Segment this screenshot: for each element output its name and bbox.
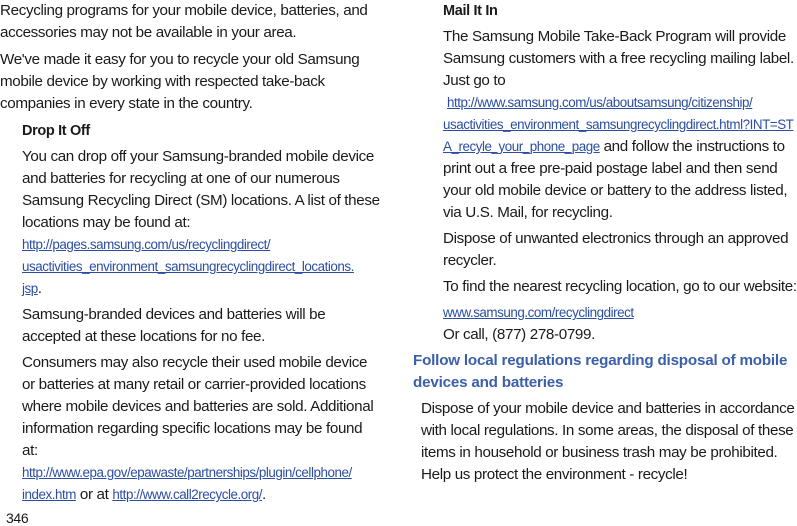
intro-take-back: We've made it easy for you to recycle your old Samsung mobile device by working with respected take-back companies in every state in the country. — [0, 51, 360, 112]
local-regulations-heading: Follow local regulations regarding disposal of mobile devices and batteries — [413, 352, 788, 391]
approved-recycler-text: Dispose of unwanted electronics through an approved recycler. — [443, 230, 789, 269]
recycling-direct-link-line3[interactable]: jsp — [22, 281, 38, 296]
intro-availability: Recycling programs for your mobile device, batteries, and accessories may not be available in your area. — [0, 2, 368, 41]
recycling-direct-link-line2[interactable]: usactivities_environment_samsungrecyclingdirect_locations. — [22, 259, 354, 274]
left-column — [0, 0, 380, 510]
right-column — [413, 0, 797, 486]
nearest-location-text: To find the nearest recycling location, go to our website: — [443, 278, 797, 295]
epa-link-line1[interactable]: http://www.epa.gov/epawaste/partnerships/plugin/cellphone/ — [22, 465, 352, 480]
call2recycle-link[interactable]: http://www.call2recycle.org/ — [112, 487, 263, 502]
drop-it-off-text: You can drop off your Samsung-branded mobile device and batteries for recycling at one of our numerous Samsung Recycling Direct (SM) locations. A list of these locations may be found at: — [22, 148, 380, 231]
mail-it-in-body — [413, 26, 797, 224]
mail-it-in-text: The Samsung Mobile Take-Back Program will provide Samsung customers with a free recycling mailing label. Just go to — [443, 28, 794, 89]
mail-instructions-text: and follow the instructions to print out a free pre-paid postage label and then send your old mobile device or battery to the address listed, via U.S. Mail, for recycling. — [443, 138, 788, 221]
mail-it-in-heading: Mail It In — [443, 3, 498, 19]
drop-it-off-heading: Drop It Off — [22, 123, 90, 139]
page-number: 346 — [6, 510, 29, 526]
take-back-link-line2[interactable]: usactivities_environment_samsungrecyclingdirect.html?INT=ST — [443, 117, 794, 132]
no-fee-text: Samsung-branded devices and batteries will be accepted at these locations for no fee. — [22, 306, 326, 345]
retail-locations-paragraph — [0, 352, 380, 506]
take-back-link-line3[interactable]: A_recyle_your_phone_page — [443, 139, 600, 154]
period: . — [37, 280, 42, 297]
recyclingdirect-website-link[interactable]: www.samsung.com/recyclingdirect — [443, 305, 634, 320]
retail-locations-text: Consumers may also recycle their used mobile device or batteries at many retail or carrier-provided locations where mobile devices and batteries are sold. Additional information regarding specific locations may be found at: — [22, 354, 374, 459]
epa-link-line2[interactable]: index.htm — [22, 487, 77, 502]
phone-number-text: Or call, (877) 278-0799. — [443, 326, 595, 343]
recycling-direct-link-line1[interactable]: http://pages.samsung.com/us/recyclingdirect/ — [22, 237, 271, 252]
drop-it-off-body — [0, 146, 380, 300]
local-regulations-body: Dispose of your mobile device and batteries in accordance with local regulations. In some areas, the disposal of these items in household or business trash may be prohibited. Help us protect the environment - recycle! — [421, 400, 795, 483]
take-back-link-line1[interactable]: http://www.samsung.com/us/aboutsamsung/citizenship/ — [447, 95, 753, 110]
website-link-line — [413, 302, 797, 324]
period: . — [262, 486, 266, 503]
or-at-text: or at — [76, 486, 113, 503]
